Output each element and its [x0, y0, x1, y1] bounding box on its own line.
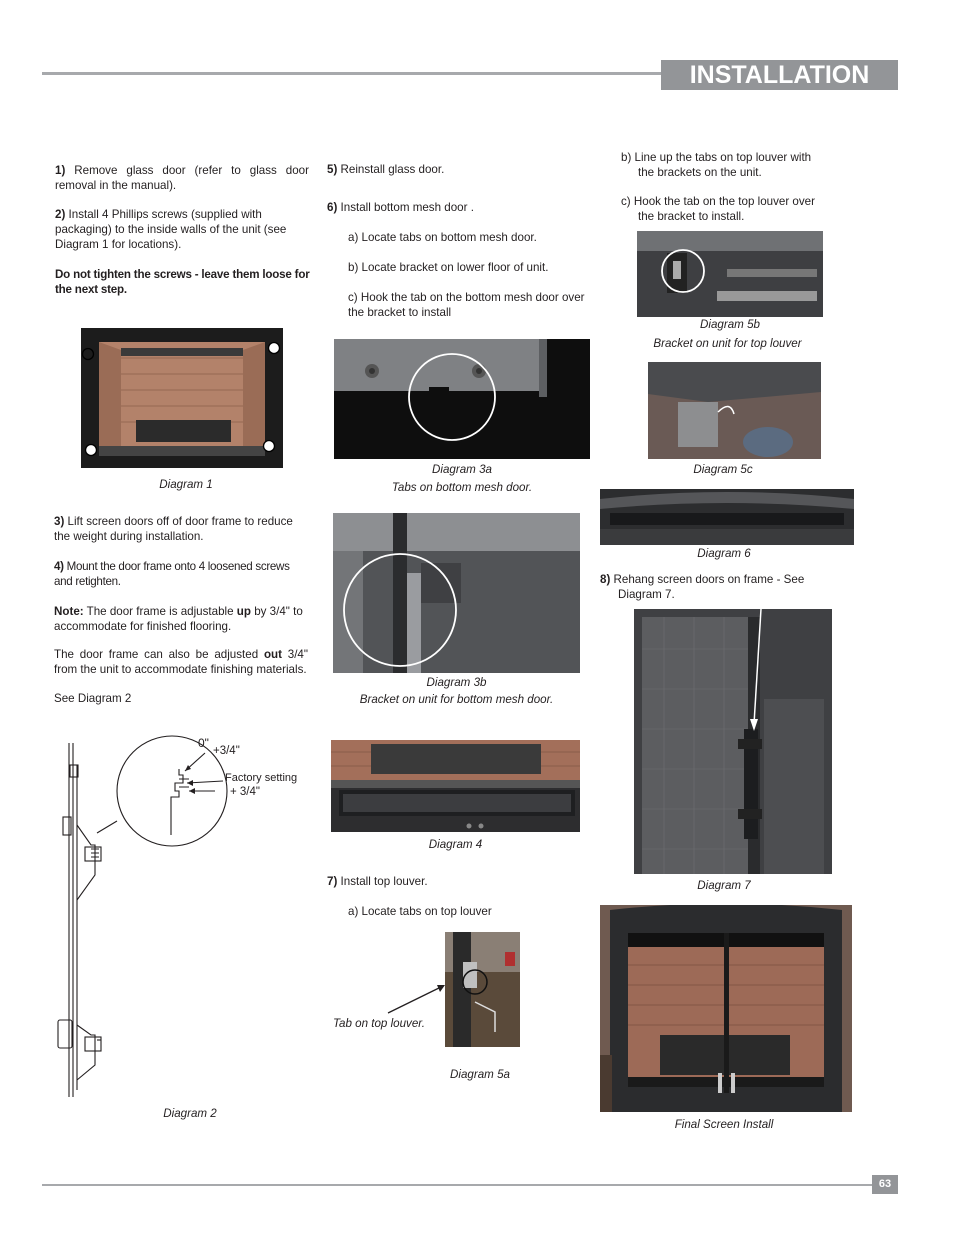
step-3: [54, 514, 310, 544]
diagram-3a-subcaption: Tabs on bottom mesh door.: [391, 481, 533, 494]
diagram-5b-caption: Diagram 5b: [700, 318, 760, 331]
step-text: Rehang screen doors on frame - See Diagram 7.: [610, 573, 805, 601]
step-6c: c) Hook the tab on the bottom mesh door over the bracket to install: [348, 291, 585, 319]
diagram-1-photo: [81, 328, 283, 468]
step-number: 1): [55, 164, 66, 177]
step-7b: [621, 150, 821, 180]
diagram-6-photo: [600, 489, 854, 545]
body-text: 3/4" from the unit to accommodate finishing materials.: [54, 648, 308, 676]
step-number: 8): [600, 573, 611, 586]
final-screen-caption: Final Screen Install: [674, 1118, 774, 1131]
body-text: The door frame can also be adjusted: [54, 648, 264, 661]
diagram-2-label-0: 0": [198, 736, 209, 750]
step-number: 5): [327, 163, 338, 176]
diagram-2-label-plus2: + 3/4": [230, 786, 260, 798]
step-number: 3): [54, 515, 65, 528]
diagram-5c-photo: [648, 362, 821, 459]
warning-note: Do not tighten the screws - leave them loose for the next step.: [55, 268, 310, 296]
step-6b: b) Locate bracket on lower floor of unit.: [348, 261, 549, 274]
diagram-5b-subcaption: Bracket on unit for top louver: [653, 337, 802, 350]
note-emphasis: up: [236, 605, 251, 618]
final-screen-photo: [600, 905, 852, 1112]
frame-adjust-text: [54, 647, 308, 677]
diagram-2-drawing: [55, 735, 315, 1105]
diagram-3b-caption: Diagram 3b: [426, 676, 487, 689]
diagram-3b-subcaption: Bracket on unit for bottom mesh door.: [359, 693, 554, 706]
step-number: 7): [327, 875, 338, 888]
step-text: Remove glass door (refer to glass door removal in the manual).: [55, 164, 309, 192]
diagram-2-label-plus: +3/4": [213, 745, 240, 757]
step-text: Install bottom mesh door .: [337, 201, 474, 214]
step-number: 2): [55, 208, 66, 221]
step-number: 4): [54, 560, 64, 573]
header-rule: [42, 72, 662, 75]
diagram-5b-photo: [637, 231, 823, 317]
step-text: Install top louver.: [337, 875, 428, 888]
emphasis: out: [263, 648, 282, 661]
note-text: by 3/4" to accommodate for finished flooring.: [54, 605, 303, 633]
diagram-4-caption: Diagram 4: [428, 838, 483, 851]
diagram-2-factory-label: Factory setting: [225, 772, 298, 784]
step-number: 6): [327, 201, 338, 214]
diagram-6-caption: Diagram 6: [697, 547, 751, 560]
note-text: The door frame is adjustable: [83, 605, 237, 618]
step-text: b) Line up the tabs on top louver with the brackets on the unit.: [621, 151, 812, 179]
step-4: [54, 559, 310, 589]
adjust-note: [54, 604, 310, 634]
step-2: [55, 207, 309, 252]
see-diagram-2: See Diagram 2: [54, 692, 132, 705]
diagram-2-caption: Diagram 2: [163, 1107, 217, 1120]
footer-rule: [42, 1184, 874, 1186]
step-text: Reinstall glass door.: [337, 163, 445, 176]
diagram-5a-caption: Diagram 5a: [450, 1068, 510, 1081]
step-5: [327, 162, 577, 177]
diagram-3b-photo: [333, 513, 580, 673]
diagram-3a-caption: Diagram 3a: [432, 463, 492, 476]
step-7a: a) Locate tabs on top louver: [348, 905, 492, 918]
step-7: [327, 874, 577, 889]
step-7c: [621, 194, 821, 224]
diagram-4-photo: [331, 740, 580, 832]
step-text: Lift screen doors off of door frame to reduce the weight during installation.: [54, 515, 293, 543]
step-text: Mount the door frame onto 4 loosened screws and retighten.: [54, 560, 290, 588]
step-text: c) Hook the tab on the top louver over the bracket to install.: [621, 195, 815, 223]
diagram-5c-caption: Diagram 5c: [693, 463, 753, 476]
step-8: [600, 572, 820, 602]
step-1: [55, 163, 309, 193]
step-6a: a) Locate tabs on bottom mesh door.: [348, 231, 537, 244]
diagram-7-caption: Diagram 7: [697, 879, 751, 892]
diagram-1-caption: Diagram 1: [159, 478, 213, 491]
diagram-3a-photo: [334, 339, 590, 459]
section-title: INSTALLATION: [661, 60, 898, 90]
tab-on-top-louver-label: Tab on top louver.: [333, 1017, 425, 1030]
page-number: 63: [872, 1175, 898, 1194]
step-6: [327, 200, 577, 215]
note-label: Note:: [54, 605, 84, 618]
step-text: Install 4 Phillips screws (supplied with packaging) to the inside walls of the unit (see Diagram 1 for locations).: [55, 208, 287, 251]
diagram-7-photo: [634, 609, 832, 874]
